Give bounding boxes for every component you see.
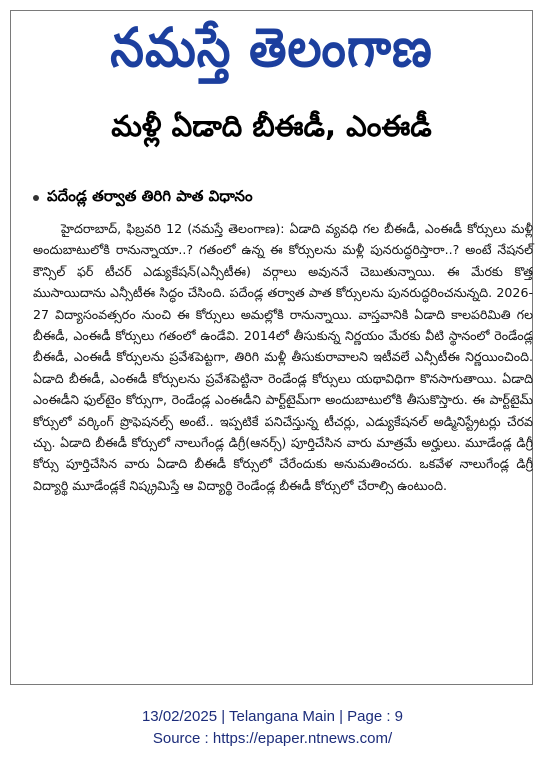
footer bbox=[0, 706, 545, 750]
masthead-title: నమస్తే తెలంగాణ bbox=[110, 16, 433, 80]
article-subheading bbox=[33, 187, 253, 209]
footer-date-line: 13/02/2025 | Telangana Main | Page : 9 bbox=[141, 708, 404, 725]
clipping-frame bbox=[10, 10, 533, 685]
footer-source-line: Source : https://epaper.ntnews.com/ bbox=[152, 730, 393, 747]
article-headline: మళ్లీ ఏడాది బీఈడీ, ఎంఈడీ bbox=[111, 109, 432, 143]
bullet-icon bbox=[33, 195, 39, 201]
subheading-text: పదేండ్ల తర్వాత తిరిగి పాత విధానం bbox=[47, 187, 253, 205]
article-body bbox=[33, 218, 533, 496]
masthead bbox=[11, 11, 532, 85]
article-body-text: హైదరాబాద్, ఫిబ్రవరి 12 (నమస్తే తెలంగాణ): ఏడాది వ్యవధి గల బీఈడీ, ఎంఈడీ కోర్సులు మళ్లీ అందుబాటులోకి రానున్నాయా..? గతంలో ఉన్న ఈ కోర్సులను మళ్లీ పునరుద్ధరిస్తారా..? అంటే నేషనల్ కౌన్సిల్ ఫర్ టీచర్ ఎడ్యుకేషన్(ఎన్సీటీఈ) వర్గాలు అవుననే చెబుతున్నాయి. ఈ మేరకు కొత్త ముసాయిదాను ఎన్సీటీఈ సిద్ధం చేసింది. పదేండ్ల తర్వాత పాత కోర్సులను పునరుద్ధరించనున్నది. 2026-27 విద్యాసంవత్సరం నుంచి ఈ కోర్సులు అమల్లోకి రానున్నాయి. వాస్తవానికి ఏడాది కాలపరిమితి గల బీఈడీ, ఎంఈడీ కోర్సులు గతంలో ఉండేవి. 2014లో తీసుకున్న నిర్ణయం మేరకు వీటి స్థానంలో రెండేండ్ల బీఈడీ, ఎంఈడీ కోర్సులను ప్రవేశపెట్టగా, తిరిగి మళ్లీ తీసుకురావాలని ఇటీవలే ఎన్సీటీఈ నిర్ణయించింది. ఏడాది బీఈడీ, ఎంఈడీ కోర్సులను ప్రవేశపెట్టినా రెండేండ్ల కోర్సులు యథావిధిగా కొనసాగుతాయి. ఏడాది ఎంఈడీని ఫుల్‌టైం కోర్సుగా, రెండేండ్ల ఎంఈడీని పార్ట్‌టైమ్‌గా అందుబాటులోకి తీసుకొస్తారు. ఈ పార్ట్‌టైమ్ కోర్సులో వర్కింగ్ ప్రొఫెషనల్స్ అంటే.. ఇప్పటికే పనిచేస్తున్న టీచర్లు, ఎడ్యుకేషనల్ అడ్మినిస్ట్రేటర్లు చేరవచ్చు. ఏడాది బీఈడీ కోర్సులో నాలుగేండ్ల డిగ్రీ(ఆనర్స్) పూర్తిచేసిన వారు మాత్రమే అర్హులు. మూడేండ్ల డిగ్రీ కోర్సు పూర్తిచేసిన వారు ఏడాది బీఈడీ కోర్సులో చేరేందుకు అనుమతించరు. ఒకవేళ నాలుగేండ్ల డిగ్రీ విద్యార్థి మూడేండ్లకే నిష్క్రమిస్తే ఆ విద్యార్థి రెండేండ్ల బీఈడీ కోర్సులో చేరాల్సి ఉంటుంది. bbox=[33, 221, 533, 493]
